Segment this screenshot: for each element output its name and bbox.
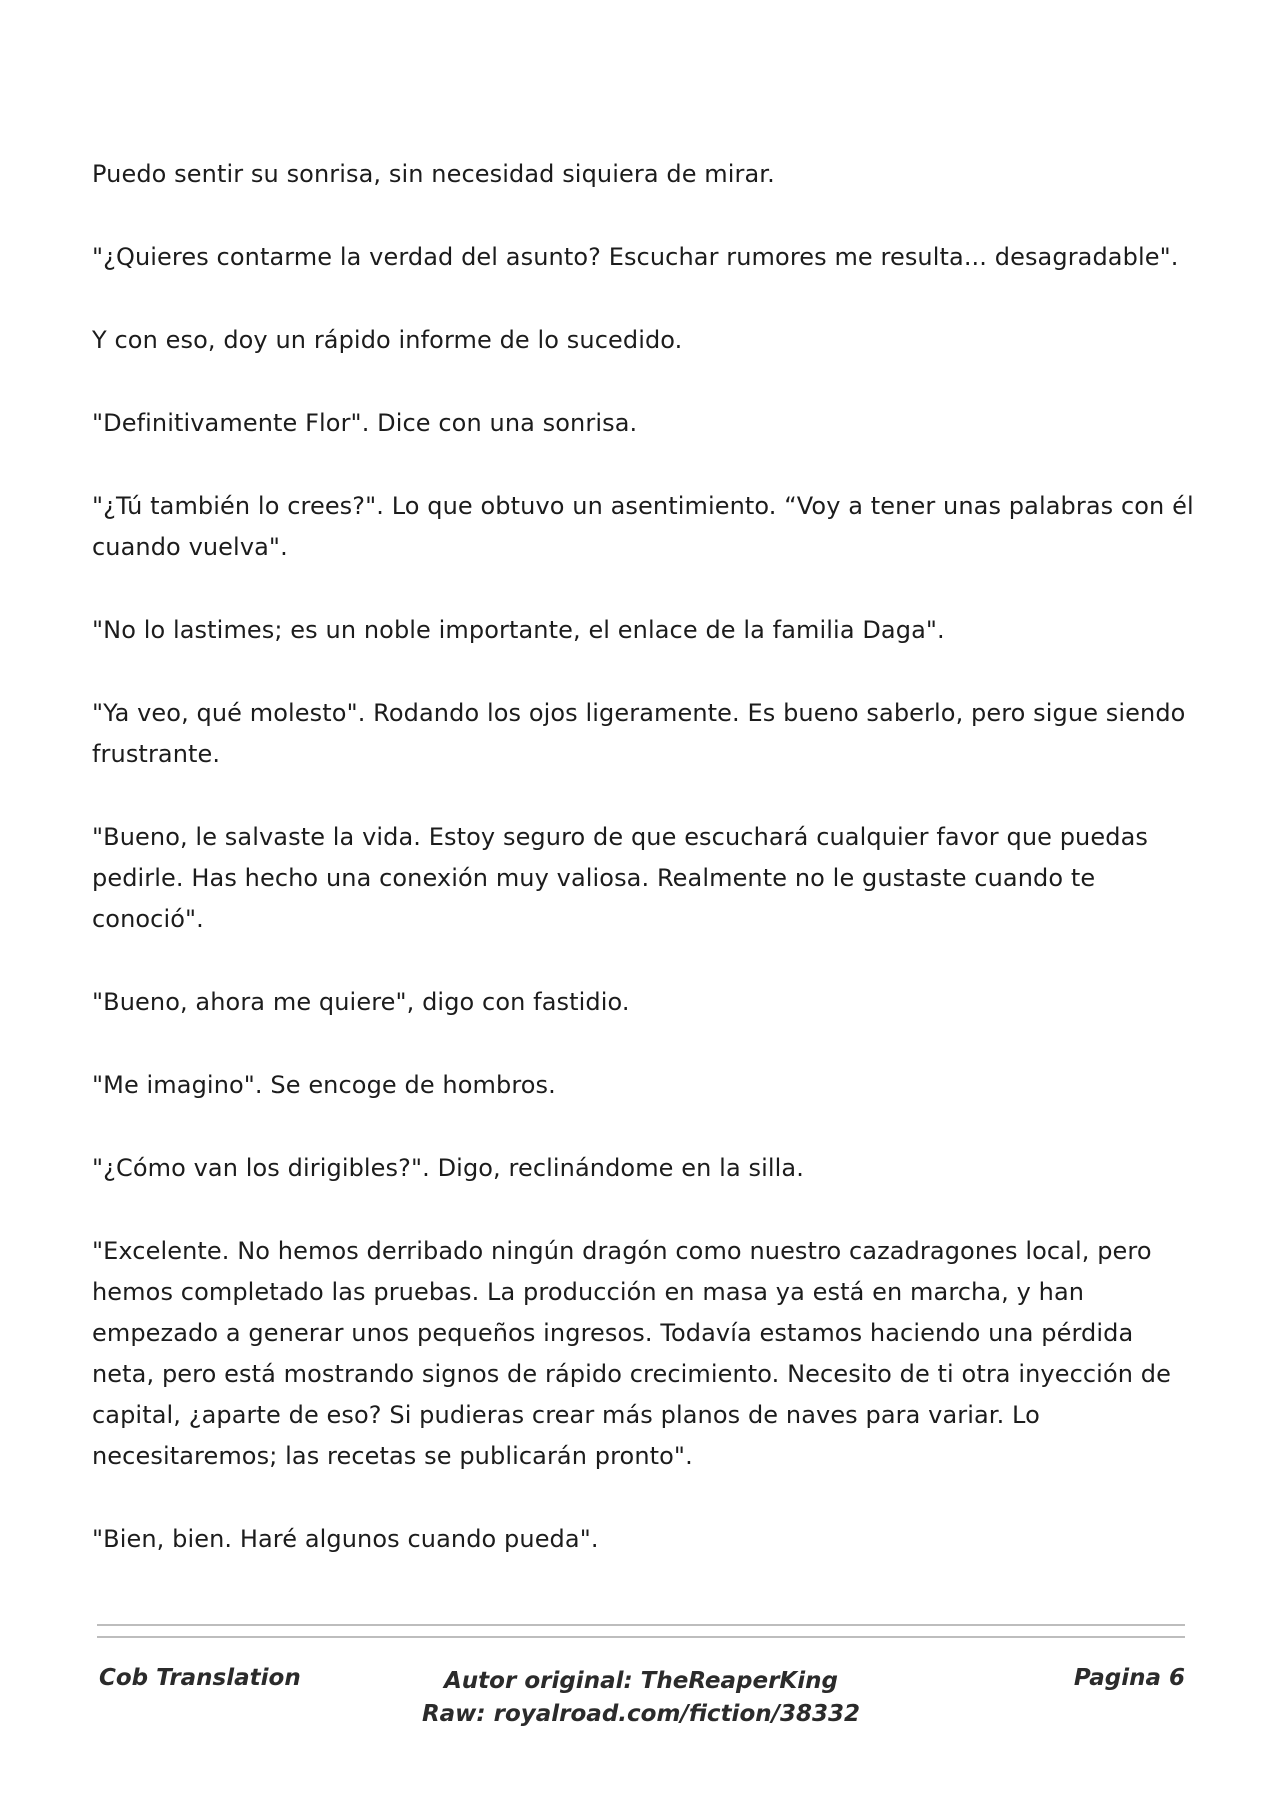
paragraph: "Bien, bien. Haré algunos cuando pueda".: [92, 1525, 599, 1553]
paragraph: "¿Tú también lo crees?". Lo que obtuvo un asentimiento. “Voy a tener unas palabras con él cuando vuelva".: [92, 492, 1194, 561]
footer-credits: [97, 1665, 1185, 1731]
paragraph: "Me imagino". Se encoge de hombros.: [92, 1071, 556, 1099]
paragraph: "¿Cómo van los dirigibles?". Digo, reclinándome en la silla.: [92, 1154, 804, 1182]
footer-divider-top: [97, 1624, 1185, 1626]
paragraph: "No lo lastimes; es un noble importante, el enlace de la familia Daga".: [92, 616, 945, 644]
body-text: [92, 154, 1202, 1602]
footer-translator: Cob Translation: [99, 1665, 301, 1691]
page-number: Pagina 6: [1073, 1665, 1185, 1691]
paragraph: "¿Quieres contarme la verdad del asunto? Escuchar rumores me resulta... desagradable".: [92, 243, 1179, 271]
paragraph: Y con eso, doy un rápido informe de lo sucedido.: [92, 326, 683, 354]
footer-raw-source: Raw: royalroad.com/fiction/38332: [421, 1701, 861, 1727]
footer-divider-bottom: [97, 1636, 1185, 1638]
paragraph: "Bueno, ahora me quiere", digo con fastidio.: [92, 988, 630, 1016]
paragraph: "Definitivamente Flor". Dice con una sonrisa.: [92, 409, 638, 437]
paragraph: "Ya veo, qué molesto". Rodando los ojos ligeramente. Es bueno saberlo, pero sigue siendo frustrante.: [92, 699, 1186, 768]
footer-author: Autor original: TheReaperKing: [444, 1668, 838, 1694]
paragraph: "Excelente. No hemos derribado ningún dragón como nuestro cazadragones local, pero hemos completado las pruebas. La producción en masa ya está en marcha, y han empezado a generar unos pequeños ingresos. Todavía estamos haciendo una pérdida neta, pero está mostrando signos de rápido crecimiento. Necesito de ti otra inyección de capital, ¿aparte de eso? Si pudieras crear más planos de naves para variar. Lo necesitaremos; las recetas se publicarán pronto".: [92, 1237, 1171, 1470]
paragraph: "Bueno, le salvaste la vida. Estoy seguro de que escuchará cualquier favor que puedas pedirle. Has hecho una conexión muy valiosa. Realmente no le gustaste cuando te conoció".: [92, 823, 1148, 933]
paragraph: Puedo sentir su sonrisa, sin necesidad siquiera de mirar.: [92, 160, 775, 188]
